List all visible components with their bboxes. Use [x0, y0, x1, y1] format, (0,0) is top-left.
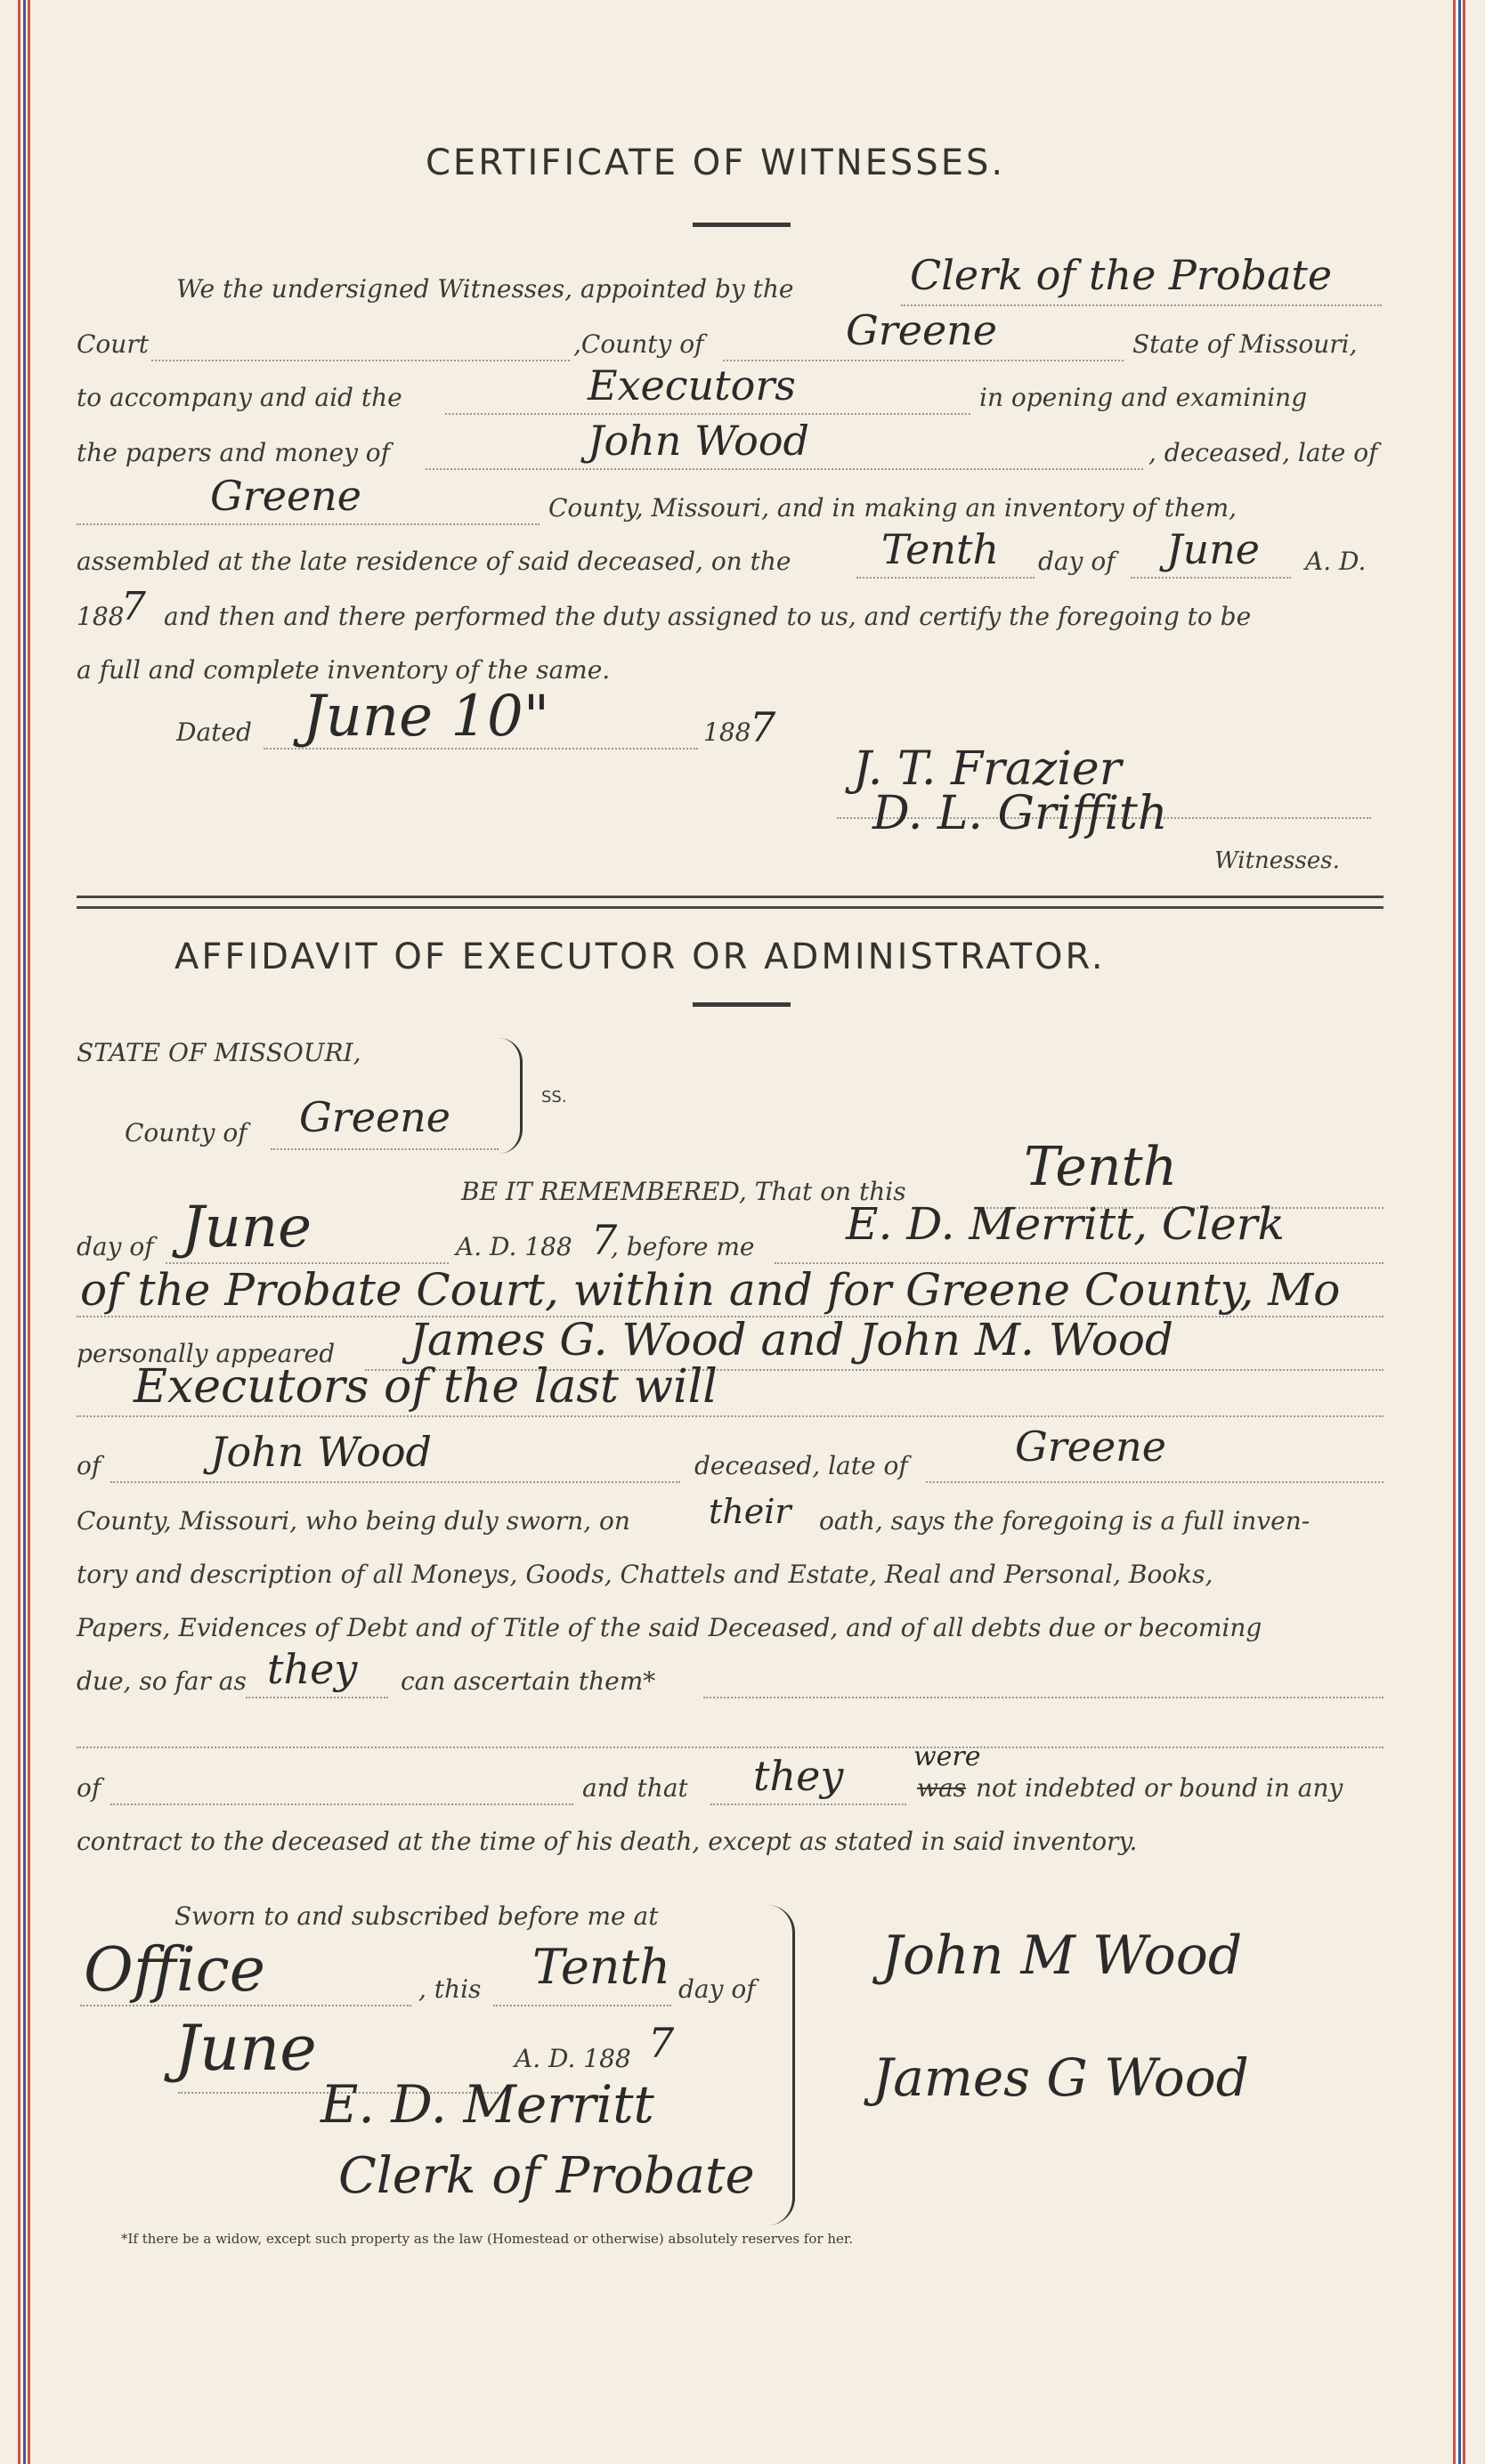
clerk-title-hand: Clerk of Probate — [338, 2147, 755, 2205]
this-blank — [493, 2005, 671, 2006]
and-that-hand: they — [753, 1752, 844, 1800]
blank-line — [77, 1747, 1384, 1748]
cert-line5-hand: Greene — [210, 472, 362, 520]
day-of2-label: day of — [678, 1974, 756, 2004]
ad2-hand: 7 — [648, 2019, 675, 2067]
of2-label: of — [77, 1773, 101, 1803]
cert-line6-dayof: day of — [1038, 547, 1116, 576]
deceased-label: deceased, late of — [694, 1451, 908, 1480]
cert-line2-hand: Greene — [846, 306, 998, 354]
and-that-blank — [710, 1803, 906, 1805]
cert-line2-blank1 — [151, 360, 570, 361]
county-sworn-text: County, Missouri, who being duly sworn, on — [77, 1506, 630, 1536]
cert-line4-text: the papers and money of — [77, 438, 391, 467]
cert-line5-blank — [77, 523, 540, 525]
month-hand: June — [182, 1195, 312, 1260]
sworn-brace — [767, 1905, 795, 2225]
cert-line6-hand: Tenth — [881, 525, 1000, 573]
contract-text: contract to the deceased at the time of his death, except as stated in said inventory. — [77, 1827, 1138, 1856]
clerk-signature: E. D. Merritt — [321, 2074, 654, 2135]
county-hand: Greene — [299, 1093, 451, 1141]
oath-text: oath, says the foregoing is a full inven- — [819, 1506, 1311, 1536]
executors-line — [77, 1415, 1384, 1417]
june-hand: June — [174, 2012, 317, 2085]
witness-signature-2: D. L. Griffith — [872, 787, 1168, 840]
witness-signature-1: J. T. Frazier — [853, 742, 1122, 796]
this-hand: Tenth — [532, 1939, 671, 1995]
remembered-hand: Tenth — [1024, 1136, 1178, 1198]
title-divider — [693, 223, 791, 227]
deceased-blank — [926, 1481, 1384, 1483]
of-hand: John Wood — [210, 1428, 433, 1476]
state-brace — [499, 1038, 523, 1154]
section-rule-2 — [77, 906, 1384, 909]
ascertain-text: can ascertain them* — [401, 1666, 656, 1696]
cert-line3-blank — [445, 413, 970, 415]
of-blank — [110, 1481, 680, 1483]
affidavit-divider — [693, 1002, 791, 1007]
cert-line7-hand: 7 — [121, 584, 146, 629]
ad-label: A. D. 188 — [456, 1232, 572, 1261]
state-label: STATE OF MISSOURI, — [77, 1038, 361, 1067]
cert-line6-blank1 — [856, 577, 1035, 579]
cert-line2-state: State of Missouri, — [1132, 329, 1358, 359]
cert-line6-hand2: June — [1166, 525, 1260, 573]
ad-hand: 7 — [591, 1216, 618, 1264]
personally-label: personally appeared — [77, 1339, 336, 1368]
deceased-hand: Greene — [1015, 1422, 1167, 1471]
footnote: *If there be a widow, except such property as the law (Homestead or otherwise) absolutely reserves for her. — [121, 2231, 854, 2247]
this-label: , this — [418, 1974, 482, 2004]
due-text: due, so far as — [77, 1666, 247, 1696]
probate-hand: of the Probate Court, within and for Greene County, Mo — [80, 1264, 1341, 1316]
due-hand: they — [267, 1645, 358, 1693]
before-me-label: , before me — [611, 1232, 755, 1261]
not-indebted-text: not indebted or bound in any — [976, 1773, 1343, 1803]
cert-line8-text: a full and complete inventory of the same. — [77, 655, 611, 685]
before-hand: E. D. Merritt, Clerk — [846, 1198, 1285, 1250]
executors-hand: Executors of the last will — [134, 1360, 718, 1414]
day-of-label: day of — [77, 1232, 154, 1261]
office-hand: Office — [84, 1935, 265, 2006]
of-label: of — [77, 1451, 101, 1480]
ad2-label: A. D. 188 — [515, 2044, 631, 2073]
john-wood-signature: John M Wood — [881, 1925, 1243, 1987]
were-hand: were — [913, 1741, 981, 1772]
cert-line4-hand: John Wood — [588, 417, 810, 465]
cert-line2-county: ,County of — [573, 329, 704, 359]
tory-text: tory and description of all Moneys, Goods, Chattels and Estate, Real and Personal, Books, — [77, 1560, 1213, 1589]
sworn-text: Sworn to and subscribed before me at — [174, 1901, 659, 1931]
cert-line5-text: County, Missouri, and in making an inventory of them, — [548, 493, 1238, 523]
papers-text: Papers, Evidences of Debt and of Title of the said Deceased, and of all debts due or becoming — [77, 1613, 1262, 1642]
dated-hand: June 10" — [303, 684, 550, 750]
certificate-title: CERTIFICATE OF WITNESSES. — [426, 142, 1006, 183]
dated-year: 188 — [703, 717, 751, 747]
james-wood-signature: James G Wood — [872, 2047, 1249, 2108]
cert-line6-ad: A. D. — [1305, 547, 1367, 576]
left-border-stripe — [18, 0, 30, 2464]
their-hand: their — [709, 1492, 791, 1531]
and-that-label: and that — [582, 1773, 688, 1803]
ascertain-blank — [703, 1697, 1384, 1698]
dated-year-hand: 7 — [750, 703, 776, 751]
cert-line4-blank — [426, 468, 1143, 470]
cert-line7-text: and then and there performed the duty assigned to us, and certify the foregoing to be — [164, 602, 1252, 631]
cert-line3-hand: Executors — [588, 361, 796, 409]
witnesses-label: Witnesses. — [1214, 847, 1340, 874]
cert-line3-text: to accompany and aid the — [77, 383, 402, 412]
section-rule-1 — [77, 896, 1384, 898]
cert-line6-blank2 — [1131, 577, 1291, 579]
county-of-label: County of — [125, 1118, 248, 1147]
cert-line6-text: assembled at the late residence of said deceased, on the — [77, 547, 791, 576]
cert-line4-text2: , deceased, late of — [1148, 438, 1378, 467]
of2-blank — [110, 1803, 573, 1805]
remembered-text: BE IT REMEMBERED, That on this — [461, 1177, 906, 1206]
cert-line7-year: 188 — [77, 602, 125, 631]
county-blank — [271, 1148, 499, 1150]
cert-line3-text2: in opening and examining — [979, 383, 1308, 412]
right-border-stripe — [1453, 0, 1465, 2464]
was-struck: was — [917, 1773, 967, 1803]
ss-label: SS. — [541, 1088, 567, 1106]
dated-label: Dated — [176, 717, 252, 747]
cert-line1-text: We the undersigned Witnesses, appointed by the — [176, 274, 794, 304]
cert-line2-court: Court — [77, 329, 149, 359]
due-blank — [246, 1697, 388, 1698]
cert-line1-hand: Clerk of the Probate — [910, 251, 1333, 299]
personally-hand: James G. Wood and John M. Wood — [410, 1314, 1174, 1366]
affidavit-title: AFFIDAVIT OF EXECUTOR OR ADMINISTRATOR. — [174, 936, 1106, 977]
